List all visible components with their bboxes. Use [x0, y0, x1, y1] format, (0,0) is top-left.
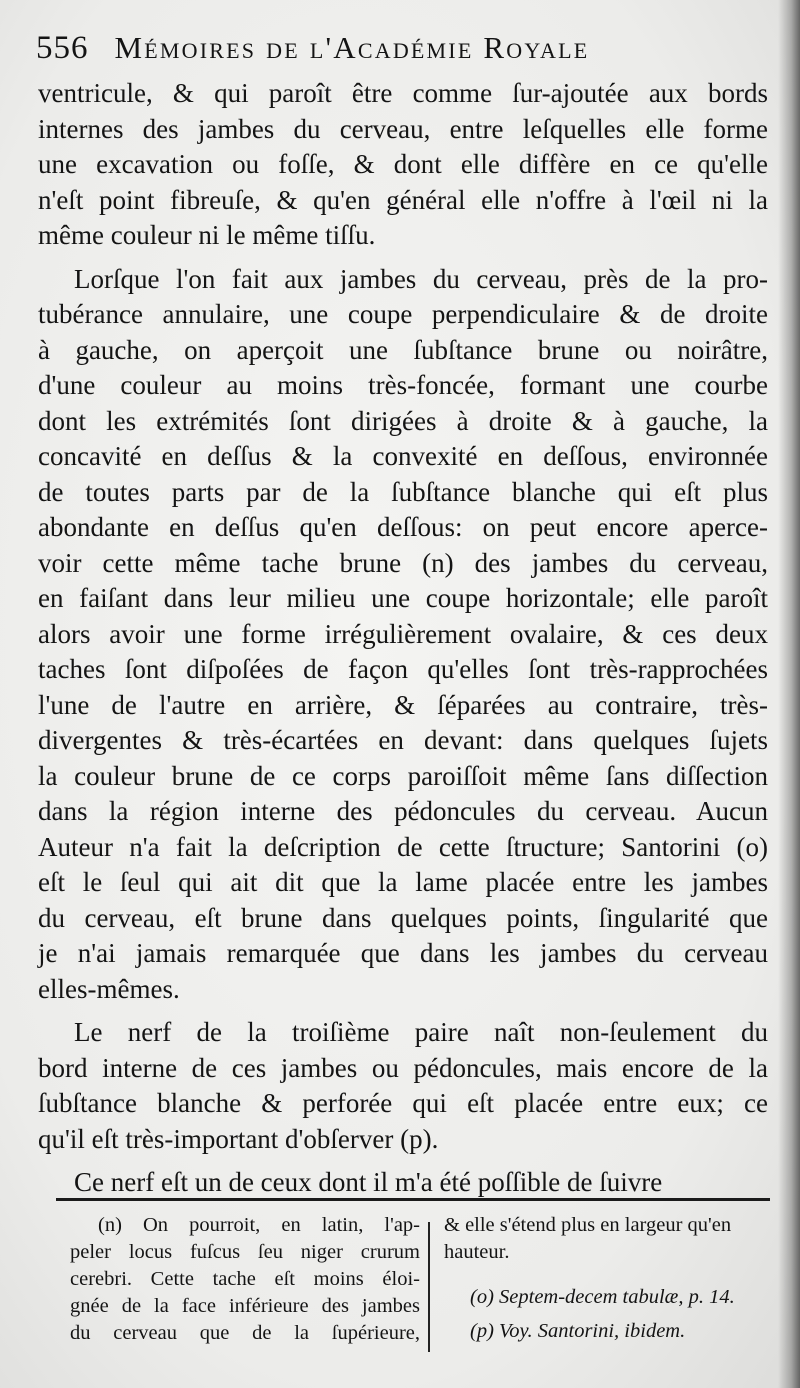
footnote-line: du cerveau que de la ſupérieure,: [70, 1322, 420, 1344]
footnote-line: & elle s'étend plus en largeur qu'en: [444, 1214, 732, 1236]
text-line: ſubſtance blanche & perforée qui eſt placée entre eux; ce: [38, 1088, 768, 1118]
text-line: de toutes parts par de la ſubſtance blanche qui eſt plus: [38, 476, 768, 507]
page-number: 556: [36, 30, 89, 66]
text-line: qu'il eſt très-important d'obſerver (p).: [38, 1123, 439, 1154]
text-line: Auteur n'a fait la deſcription de cette ſtructure; Santorini (o): [38, 831, 768, 862]
text-line: concavité en deſſus & la convexité en deſſous, environnée: [38, 441, 768, 471]
footnote-line: gnée de la face inférieure des jambes: [70, 1295, 420, 1317]
text-line: taches ſont diſpoſées de façon qu'elles ſont très-rapprochées: [38, 654, 768, 684]
text-line: divergentes & très-écartées en devant: dans quelques ſujets: [38, 725, 768, 755]
text-line: en faiſant dans leur milieu une coupe horizontale; elle paroît: [38, 583, 768, 613]
text-line: dont les extrémités ſont dirigées à droite & à gauche, la: [38, 405, 768, 436]
text-line: du cerveau, eſt brune dans quelques points, ſingularité que: [38, 902, 768, 933]
footnote-column-right: [444, 1212, 774, 1348]
main-text: [38, 76, 768, 1209]
text-line: une excavation ou foſſe, & dont elle diffère en ce qu'elle: [38, 149, 768, 179]
text-line: à gauche, on aperçoit une ſubſtance brune ou noirâtre,: [38, 334, 768, 365]
text-line: Le nerf de la troiſième paire naît non-ſeulement du: [74, 1017, 768, 1047]
text-line: elles-mêmes.: [38, 973, 180, 1004]
text-line: alors avoir une forme irrégulièrement ovalaire, & ces deux: [38, 618, 768, 649]
text-line: je n'ai jamais remarquée que dans les jambes du cerveau: [38, 938, 768, 968]
text-line: tubérance annulaire, une coupe perpendiculaire & de droite: [38, 299, 768, 329]
footnotes: [60, 1212, 772, 1362]
footnote-line: (n) On pourroit, en latin, l'ap-: [98, 1214, 420, 1236]
text-line: n'eſt point fibreuſe, & qu'en général elle n'offre à l'œil ni la: [38, 184, 768, 215]
text-line: ventricule, & qui paroît être comme ſur-ajoutée aux bords: [38, 78, 768, 108]
text-line: l'une de l'autre en arrière, & ſéparées au contraire, très-: [38, 689, 768, 720]
text-line: Lorſque l'on fait aux jambes du cerveau, près de la pro-: [74, 263, 768, 294]
footnote-column-divider: [428, 1222, 430, 1352]
text-line: Ce nerf eſt un de ceux dont il m'a été poſſible de ſuivre: [74, 1167, 663, 1197]
page-gutter-shadow: [778, 0, 800, 1388]
paragraph: [38, 1015, 768, 1157]
text-line: abondante en deſſus qu'en deſſous: on peut encore aperce-: [38, 512, 768, 542]
text-line: bord interne de ces jambes ou pédoncules, mais encore de la: [38, 1052, 768, 1083]
paragraph: [38, 262, 768, 1008]
text-line: voir cette même tache brune (n) des jambes du cerveau,: [38, 547, 768, 578]
footnote-line: peler locus fuſcus ſeu niger crurum: [70, 1241, 420, 1263]
running-title: Mémoires de l'Académie Royale: [114, 30, 590, 65]
paragraph: [38, 1165, 768, 1201]
paragraph: [38, 76, 768, 254]
text-line: internes des jambes du cerveau, entre leſquelles elle forme: [38, 113, 768, 144]
text-line: dans la région interne des pédoncules du cerveau. Aucun: [38, 796, 768, 826]
text-line: la couleur brune de ce corps paroiſſoit même ſans diſſection: [38, 760, 768, 791]
footnote-line: hauteur.: [444, 1241, 510, 1263]
text-line: d'une couleur au moins très-foncée, formant une courbe: [38, 370, 768, 400]
footnote-n-continuation: [444, 1212, 774, 1266]
footnote-reference: (o) Septem-decem tabulæ, p. 14.: [470, 1286, 735, 1308]
text-line: même couleur ni le même tiſſu.: [38, 220, 376, 250]
running-head: [36, 30, 776, 74]
footnote-rule: [56, 1198, 770, 1201]
footnote-line: cerebri. Cette tache eſt moins éloi-: [70, 1268, 420, 1290]
footnote-column-left: [70, 1212, 420, 1347]
footnote-reference: (p) Voy. Santorini, ibidem.: [470, 1320, 686, 1342]
footnote-references: [444, 1280, 774, 1348]
text-line: eſt le ſeul qui ait dit que la lame placée entre les jambes: [38, 867, 768, 897]
